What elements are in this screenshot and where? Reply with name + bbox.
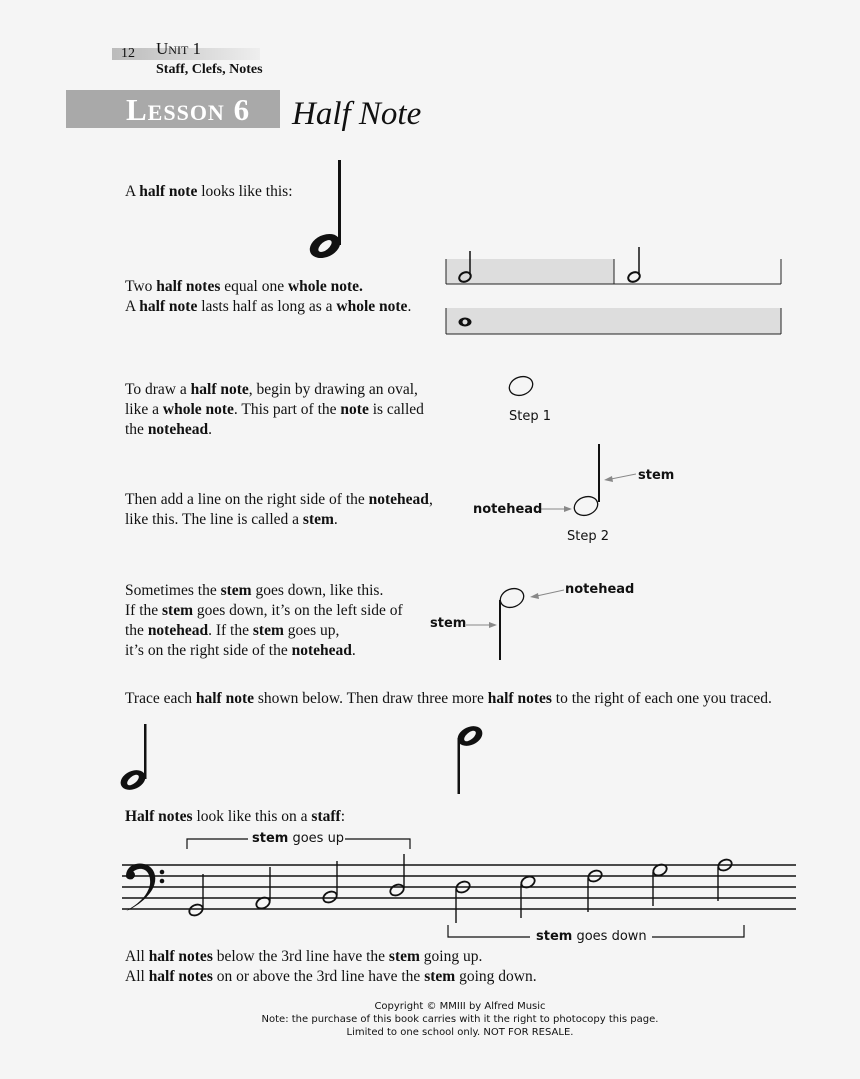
trace-text: Trace each half note shown below. Then draw three more half notes to the right of each one you traced. xyxy=(125,690,772,707)
half-box-shaded xyxy=(446,259,614,284)
staff-half-note xyxy=(652,863,669,906)
trace-half-note-up xyxy=(118,720,158,792)
note-value-diagram xyxy=(444,245,784,337)
stem-goes-up-label: stem goes up xyxy=(252,831,345,846)
copyright-line-3: Limited to one school only. NOT FOR RESALE. xyxy=(346,1027,574,1038)
unit-label: Unit 1 xyxy=(156,39,202,58)
equal-text: Two half notes equal one whole note. A half note lasts half as long as a whole note. xyxy=(125,278,412,315)
staff-intro-text: Half notes look like this on a staff: xyxy=(125,808,346,825)
copyright-block xyxy=(160,1000,760,1039)
staff-half-note xyxy=(188,874,205,917)
staff-half-note xyxy=(255,867,272,910)
trace-half-note-down xyxy=(452,720,492,798)
notehead-label-up: notehead xyxy=(473,502,543,517)
lesson-label: Lesson 6 xyxy=(126,92,251,127)
stem-label-down: stem xyxy=(430,616,467,631)
big-half-note xyxy=(300,155,360,265)
whole-box-shaded xyxy=(446,308,781,334)
rule-text: All half notes below the 3rd line have the stem going up. All half notes on or above the 3rd line have the stem going down. xyxy=(125,948,537,985)
stem-goes-down-label: stem goes down xyxy=(536,929,647,944)
step2-label: Step 2 xyxy=(567,529,610,544)
unit-subtitle: Staff, Clefs, Notes xyxy=(156,62,263,77)
step2-diagram xyxy=(536,440,636,530)
stem-down-text: Sometimes the stem goes down, like this. If the stem goes down, it’s on the left side of the notehead. If the stem goes up, it’s on the right side of the notehead. xyxy=(125,582,403,659)
staff-half-note xyxy=(455,880,472,923)
stem-add-text: Then add a line on the right side of the notehead, like this. The line is called a stem. xyxy=(125,491,433,528)
bass-staff xyxy=(120,834,800,944)
page-number: 12 xyxy=(121,46,135,61)
staff-half-note xyxy=(587,869,604,912)
half-note-b xyxy=(627,247,642,284)
copyright-line-1: Copyright © MMIII by Alfred Music xyxy=(374,1001,546,1012)
step1-notehead xyxy=(505,372,537,400)
stem xyxy=(338,160,341,245)
draw-text: To draw a half note, begin by drawing an oval, like a whole note. This part of the note is called the notehead. xyxy=(125,381,424,438)
stem-down-diagram xyxy=(460,580,570,664)
intro-text: A half note looks like this: xyxy=(125,183,293,200)
notehead-label-down: notehead xyxy=(565,582,635,597)
stem-label-up: stem xyxy=(638,468,675,483)
step1-label: Step 1 xyxy=(509,409,552,424)
staff-lines xyxy=(122,865,796,909)
copyright-line-2: Note: the purchase of this book carries with it the right to photocopy this page. xyxy=(261,1014,659,1025)
staff-half-note xyxy=(520,875,537,918)
lesson-title: Half Note xyxy=(292,96,422,132)
whole-note xyxy=(459,318,472,327)
staff-half-note xyxy=(717,858,734,901)
